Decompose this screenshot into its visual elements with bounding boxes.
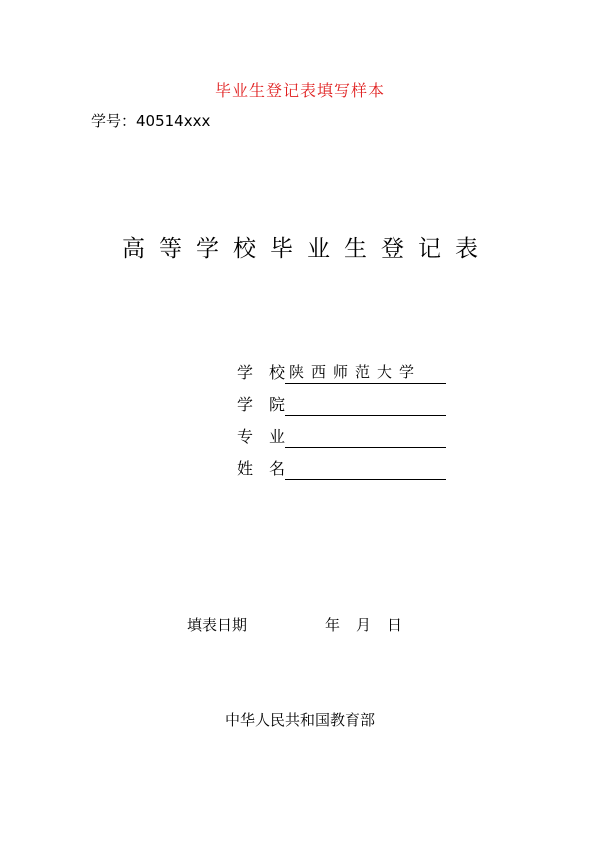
date-day-label: 日 [387, 616, 403, 634]
name-label: 姓名 [237, 459, 302, 478]
date-year-label: 年 [325, 616, 341, 634]
major-field[interactable] [285, 426, 446, 448]
field-row-major [237, 424, 446, 448]
college-label: 学院 [237, 395, 302, 414]
field-row-college [237, 392, 446, 416]
sample-title: 毕业生登记表填写样本 [214, 81, 385, 100]
name-field[interactable] [285, 458, 446, 480]
college-field[interactable] [285, 394, 446, 416]
date-month-label: 月 [356, 616, 372, 634]
fill-date-row [187, 614, 418, 635]
school-label: 学校 [237, 363, 302, 382]
field-row-school [237, 360, 446, 384]
major-label: 专业 [237, 427, 302, 446]
fill-date-label: 填表日期 [187, 616, 248, 634]
student-number: 学号：40514xxx [91, 112, 211, 130]
form-title: 高等学校毕业生登记表 [122, 236, 492, 262]
issuing-authority: 中华人民共和国教育部 [224, 711, 375, 729]
school-field[interactable]: 陕西师范大学 [285, 362, 446, 384]
field-row-name [237, 456, 446, 480]
